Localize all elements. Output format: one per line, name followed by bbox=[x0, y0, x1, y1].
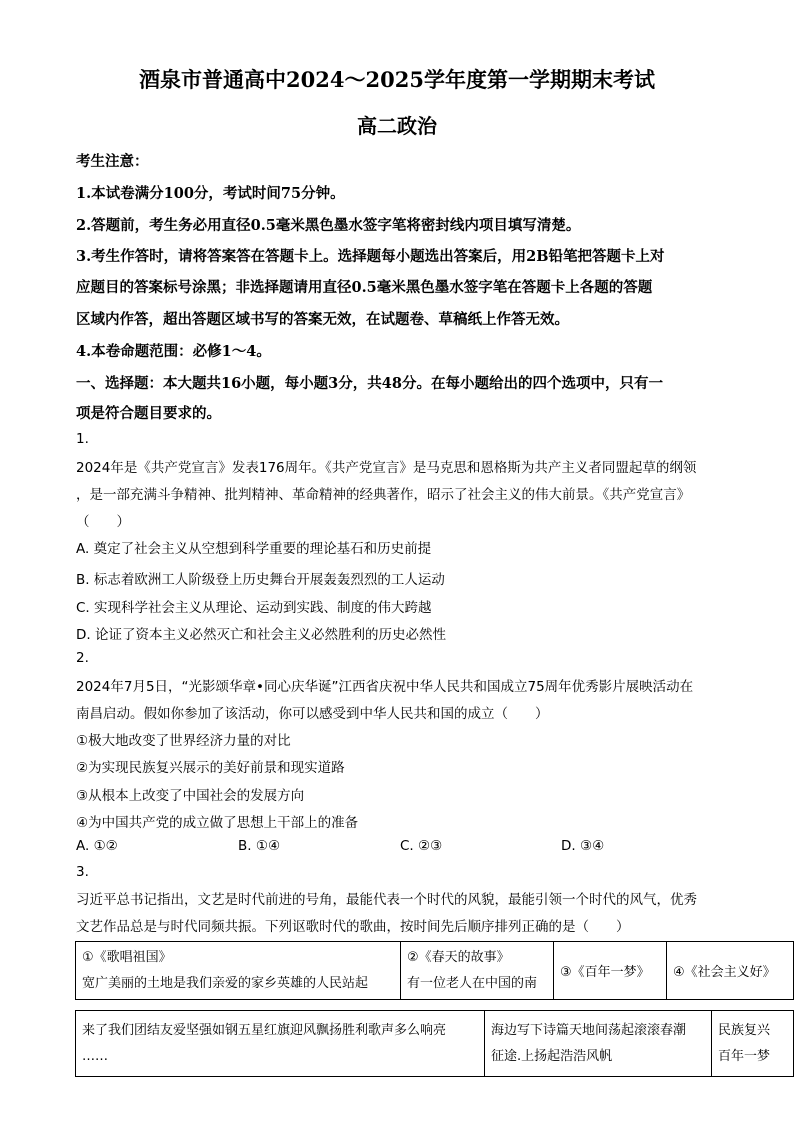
exam-subject: 高二政治 bbox=[357, 114, 437, 138]
lyric-cell-2 bbox=[485, 1011, 712, 1077]
song-lyric: 海边写下诗篇天地间荡起滚滚春潮 bbox=[491, 1022, 687, 1038]
q2-choice-c: C. ②③ bbox=[400, 838, 443, 854]
question-1-stem: ，是一部充满斗争精神、批判精神、革命精神的经典著作，昭示了社会主义的伟大前景。《共产党宣言》 bbox=[76, 487, 691, 503]
song-table bbox=[75, 941, 794, 1000]
section-heading-cont: 项是符合题目要求的。 bbox=[76, 405, 221, 422]
song-cell-1 bbox=[76, 942, 401, 1000]
q2-statement-4: ④为中国共产党的成立做了思想上干部上的准备 bbox=[76, 815, 359, 831]
notice-heading: 考生注意： bbox=[76, 153, 149, 170]
question-number-2: 2. bbox=[76, 650, 89, 666]
notice-line: 区域内作答，超出答题区域书写的答案无效，在试题卷、草稿纸上作答无效。 bbox=[76, 311, 569, 328]
song-title: ③《百年一梦》 bbox=[560, 965, 650, 980]
lyric-cell-3 bbox=[712, 1011, 794, 1077]
song-lyric: 有一位老人在中国的南 bbox=[407, 975, 538, 991]
question-2-stem: 2024年7月5日，“光影颂华章•同心庆华诞”江西省庆祝中华人民共和国成立75周年优秀影片展映活动在 bbox=[76, 679, 694, 695]
song-lyric: 征途.上扬起浩浩风帆 bbox=[491, 1048, 613, 1064]
song-title: ④《社会主义好》 bbox=[673, 965, 776, 980]
song-table-row bbox=[76, 942, 794, 1000]
q1-option-b: B. 标志着欧洲工人阶级登上历史舞台开展轰轰烈烈的工人运动 bbox=[76, 572, 445, 588]
question-number-1: 1. bbox=[76, 431, 89, 447]
song-table-lyrics bbox=[75, 1010, 794, 1077]
song-lyric: …… bbox=[82, 1048, 108, 1064]
section-heading: 一、选择题：本大题共16小题，每小题3分，共48分。在每小题给出的四个选项中，只有一 bbox=[76, 375, 663, 392]
song-cell-4 bbox=[667, 942, 794, 1000]
q1-option-a: A. 奠定了社会主义从空想到科学重要的理论基石和历史前提 bbox=[76, 541, 432, 557]
q1-option-d: D. 论证了资本主义必然灭亡和社会主义必然胜利的历史必然性 bbox=[76, 627, 446, 643]
song-lyric: 宽广美丽的土地是我们亲爱的家乡英雄的人民站起 bbox=[82, 975, 369, 991]
notice-line: 2.答题前，考生务必用直径0.5毫米黑色墨水签字笔将密封线内项目填写清楚。 bbox=[76, 217, 581, 234]
song-lyric: 民族复兴 bbox=[718, 1022, 771, 1038]
exam-title: 酒泉市普通高中2024～2025学年度第一学期期末考试 bbox=[139, 67, 655, 92]
q2-choice-b: B. ①④ bbox=[238, 838, 281, 854]
question-3-stem: 习近平总书记指出，文艺是时代前进的号角，最能代表一个时代的风貌，最能引领一个时代的风气，优秀 bbox=[76, 892, 697, 908]
question-1-stem: 2024年是《共产党宣言》发表176周年。《共产党宣言》是马克思和恩格斯为共产主义者同盟起草的纲领 bbox=[76, 460, 697, 476]
q2-statement-1: ①极大地改变了世界经济力量的对比 bbox=[76, 733, 291, 749]
song-lyric: 来了我们团结友爱坚强如钢五星红旗迎风飘扬胜利歌声多么响亮 bbox=[82, 1022, 447, 1038]
question-1-blank: （ ） bbox=[76, 514, 130, 530]
notice-line: 应题目的答案标号涂黑；非选择题请用直径0.5毫米黑色墨水签字笔在答题卡上各题的答题 bbox=[76, 279, 653, 296]
q2-statement-2: ②为实现民族复兴展示的美好前景和现实道路 bbox=[76, 760, 345, 776]
question-3-stem: 文艺作品总是与时代同频共振。下列讴歌时代的歌曲，按时间先后顺序排列正确的是（ ） bbox=[76, 919, 630, 935]
song-cell-2 bbox=[401, 942, 554, 1000]
notice-line: 1.本试卷满分100分，考试时间75分钟。 bbox=[76, 185, 345, 202]
question-2-stem: 南昌启动。假如你参加了该活动，你可以感受到中华人民共和国的成立（ ） bbox=[76, 706, 549, 722]
q2-choice-d: D. ③④ bbox=[561, 838, 605, 854]
song-title: ②《春天的故事》 bbox=[407, 949, 510, 965]
song-cell-3 bbox=[554, 942, 667, 1000]
song-table-row bbox=[76, 1011, 794, 1077]
q2-choice-a: A. ①② bbox=[76, 838, 118, 854]
q2-statement-3: ③从根本上改变了中国社会的发展方向 bbox=[76, 788, 305, 804]
question-number-3: 3. bbox=[76, 864, 89, 880]
q1-option-c: C. 实现科学社会主义从理论、运动到实践、制度的伟大跨越 bbox=[76, 600, 432, 616]
notice-line: 4.本卷命题范围：必修1～4。 bbox=[76, 343, 271, 360]
lyric-cell-1 bbox=[76, 1011, 485, 1077]
song-title: ①《歌唱祖国》 bbox=[82, 949, 172, 965]
song-lyric: 百年一梦 bbox=[718, 1048, 771, 1064]
notice-line: 3.考生作答时，请将答案答在答题卡上。选择题每小题选出答案后，用2B铅笔把答题卡上对 bbox=[76, 248, 665, 265]
